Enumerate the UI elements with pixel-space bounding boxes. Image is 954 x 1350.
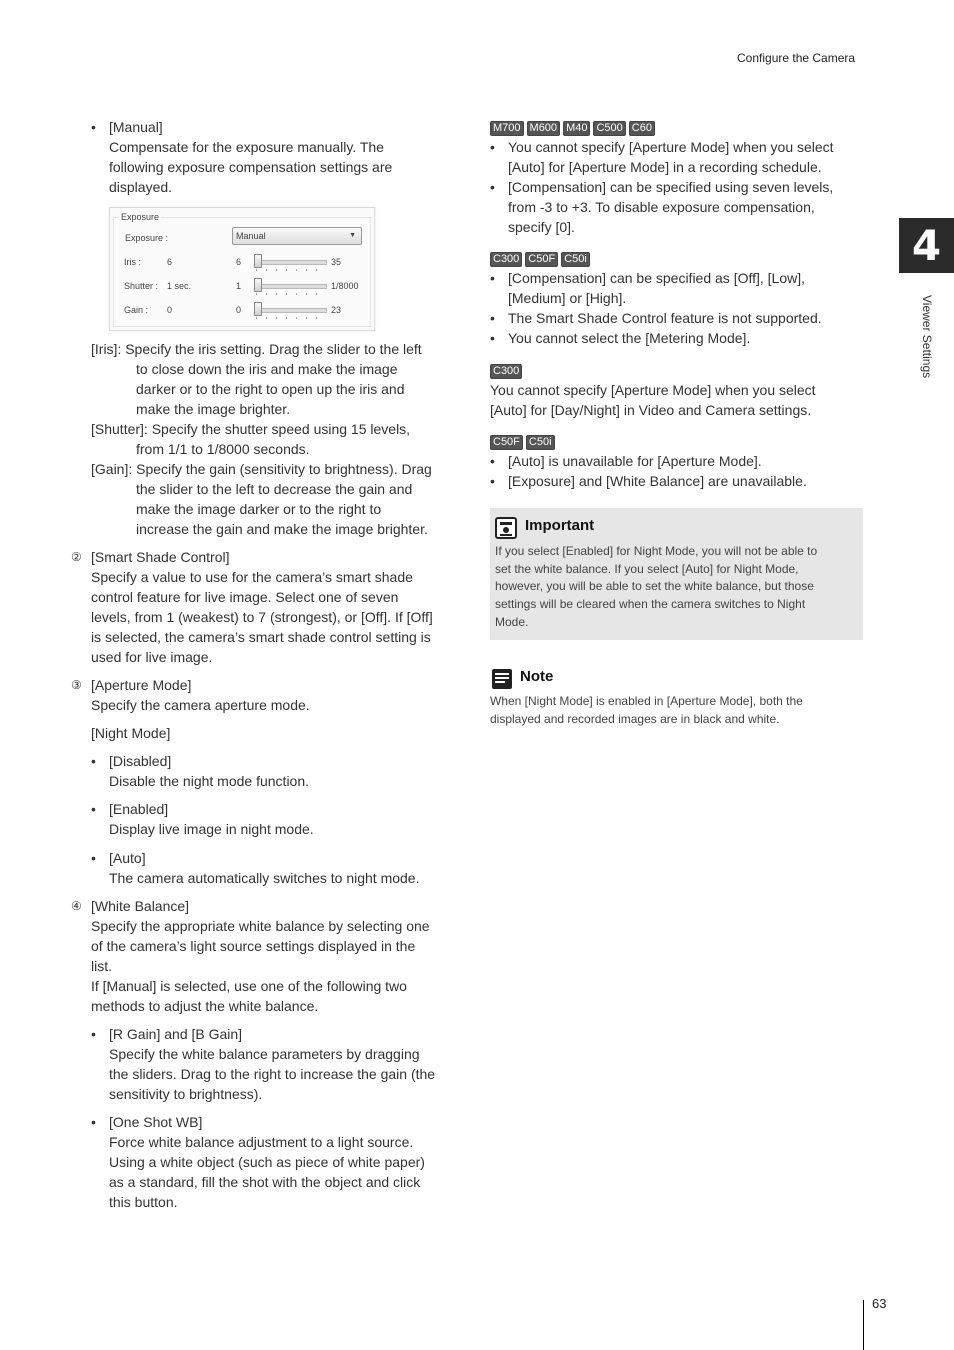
model-badges-group-1 — [490, 121, 655, 136]
gain-description: [Gain]: Specify the gain (sensitivity to brightness). Drag the slider to the left to decrease the gain and make the image darker or to the right to increase the gain and make the image brighter. — [91, 461, 432, 537]
model-badge: C50i — [526, 435, 555, 450]
shutter-description: [Shutter]: Specify the shutter speed using 15 levels, from 1/1 to 1/8000 seconds. — [91, 421, 411, 457]
list-item: • [Exposure] and [White Balance] are unavailable. — [508, 471, 807, 491]
gain-max: 23 — [331, 305, 342, 315]
aperture-mode-title: [Aperture Mode] — [91, 677, 192, 693]
model-badge: M700 — [490, 121, 524, 136]
shutter-min: 1 — [236, 281, 242, 291]
enabled-bullet-title: • [Enabled] — [109, 799, 168, 819]
item-number-4: ④ — [71, 899, 82, 913]
white-balance-title: [White Balance] — [91, 898, 190, 914]
model-badges-group-2 — [490, 252, 590, 267]
night-mode-title: [Night Mode] — [91, 725, 171, 741]
iris-min: 6 — [236, 257, 242, 267]
model-badge: C50i — [561, 252, 590, 267]
shutter-slider-thumb[interactable] — [254, 278, 262, 292]
exposure-mode-select[interactable] — [232, 227, 362, 245]
gain-slider[interactable] — [255, 308, 327, 313]
one-shot-wb-description: Force white balance adjustment to a light source. Using a white object (such as piece of white paper) as a standard, fill the shot with the object and click this button. — [109, 1134, 425, 1210]
model-badge: C50F — [490, 435, 523, 450]
list-item: • You cannot select the [Metering Mode]. — [508, 328, 750, 348]
note-text: When [Night Mode] is enabled in [Aperture Mode], both the displayed and recorded images are in black and white. — [490, 694, 803, 726]
page-number-rule — [863, 1300, 864, 1350]
model-badge: C50F — [525, 252, 558, 267]
important-title: Important — [525, 517, 595, 534]
auto-bullet-title: • [Auto] — [109, 848, 146, 868]
item-number-3: ③ — [71, 678, 82, 692]
smart-shade-title: [Smart Shade Control] — [91, 549, 230, 565]
one-shot-wb-bullet-title: • [One Shot WB] — [109, 1112, 202, 1132]
manual-description: Compensate for the exposure manually. The following exposure compensation settings are displayed. — [109, 139, 393, 195]
gain-slider-thumb[interactable] — [254, 302, 262, 316]
note-title: Note — [520, 668, 554, 685]
exposure-mode-value: Manual — [236, 231, 266, 241]
c300-note: You cannot specify [Aperture Mode] when you select [Auto] for [Day/Night] in Video and Camera settings. — [490, 382, 816, 418]
model-badges-group-3 — [490, 364, 522, 379]
smart-shade-description: Specify a value to use for the camera’s smart shade control feature for live image. Select one of seven levels, from 1 (weakest) to 7 (strongest), or [Off]. If [Off] is selected, the camera’s smart shade control setting is used for live image. — [91, 569, 433, 665]
list-item: • The Smart Shade Control feature is not supported. — [508, 308, 822, 328]
shutter-max: 1/8000 — [331, 281, 359, 291]
gain-label: Gain : — [124, 305, 149, 315]
model-badges-group-4 — [490, 435, 555, 450]
iris-max: 35 — [331, 257, 342, 267]
important-icon — [495, 517, 517, 539]
gain-value: 0 — [167, 305, 173, 315]
disabled-bullet-title: • [Disabled] — [109, 751, 171, 771]
disabled-description: Disable the night mode function. — [109, 773, 310, 789]
list-item: • [Auto] is unavailable for [Aperture Mode]. — [508, 451, 762, 471]
gain-min: 0 — [236, 305, 242, 315]
manual-bullet-title: • [Manual] — [109, 117, 163, 137]
note-icon — [491, 668, 513, 690]
iris-value: 6 — [167, 257, 173, 267]
aperture-mode-description: Specify the camera aperture mode. — [91, 697, 310, 713]
shutter-value: 1 sec. — [167, 281, 192, 291]
iris-slider[interactable] — [255, 260, 327, 265]
section-side-label: Viewer Settings — [920, 295, 934, 379]
list-item: • [Compensation] can be specified using seven levels, from -3 to +3. To disable exposure compensation, specify [0]. — [508, 177, 833, 237]
iris-label: Iris : — [124, 257, 141, 267]
list-item: • You cannot specify [Aperture Mode] when you select [Auto] for [Aperture Mode] in a recording schedule. — [508, 137, 834, 177]
model-badge: C300 — [490, 252, 522, 267]
model-badge: M600 — [527, 121, 561, 136]
rb-gain-description: Specify the white balance parameters by dragging the sliders. Drag to the right to increase the gain (the sensitivity to brightness). — [109, 1046, 436, 1102]
iris-slider-thumb[interactable] — [254, 254, 262, 268]
auto-description: The camera automatically switches to night mode. — [109, 870, 420, 886]
exposure-label: Exposure : — [125, 233, 169, 243]
shutter-label: Shutter : — [124, 281, 159, 291]
page-number: 63 — [872, 1296, 887, 1311]
exposure-group-label: Exposure — [121, 212, 160, 222]
list-item: • [Compensation] can be specified as [Off], [Low], [Medium] or [High]. — [508, 268, 805, 308]
exposure-settings-panel — [109, 207, 375, 331]
model-badge: C500 — [593, 121, 625, 136]
white-balance-description: Specify the appropriate white balance by selecting one of the camera’s light source settings displayed in the list. If [Manual] is selected, use one of the following two methods to adjust the white balance. — [91, 918, 430, 1014]
model-badge: M40 — [563, 121, 590, 136]
iris-description: [Iris]: Specify the iris setting. Drag the slider to the left to close down the iris and make the image darker or to the right to open up the iris and make the image brighter. — [91, 341, 422, 417]
important-text: If you select [Enabled] for Night Mode, you will not be able to set the white balance. If you select [Auto] for Night Mode, however, you will be able to set the white balance, but those settings will be cleared when the camera switches to Night Mode. — [495, 544, 818, 629]
item-number-2: ② — [71, 550, 82, 564]
shutter-slider[interactable] — [255, 284, 327, 289]
model-badge: C300 — [490, 364, 522, 379]
rb-gain-bullet-title: • [R Gain] and [B Gain] — [109, 1024, 242, 1044]
dropdown-arrow-icon: ▼ — [349, 232, 356, 239]
model-badge: C60 — [629, 121, 655, 136]
chapter-tab: 4 — [899, 218, 954, 273]
running-header: Configure the Camera — [737, 51, 856, 65]
important-callout — [490, 508, 863, 640]
enabled-description: Display live image in night mode. — [109, 821, 314, 837]
